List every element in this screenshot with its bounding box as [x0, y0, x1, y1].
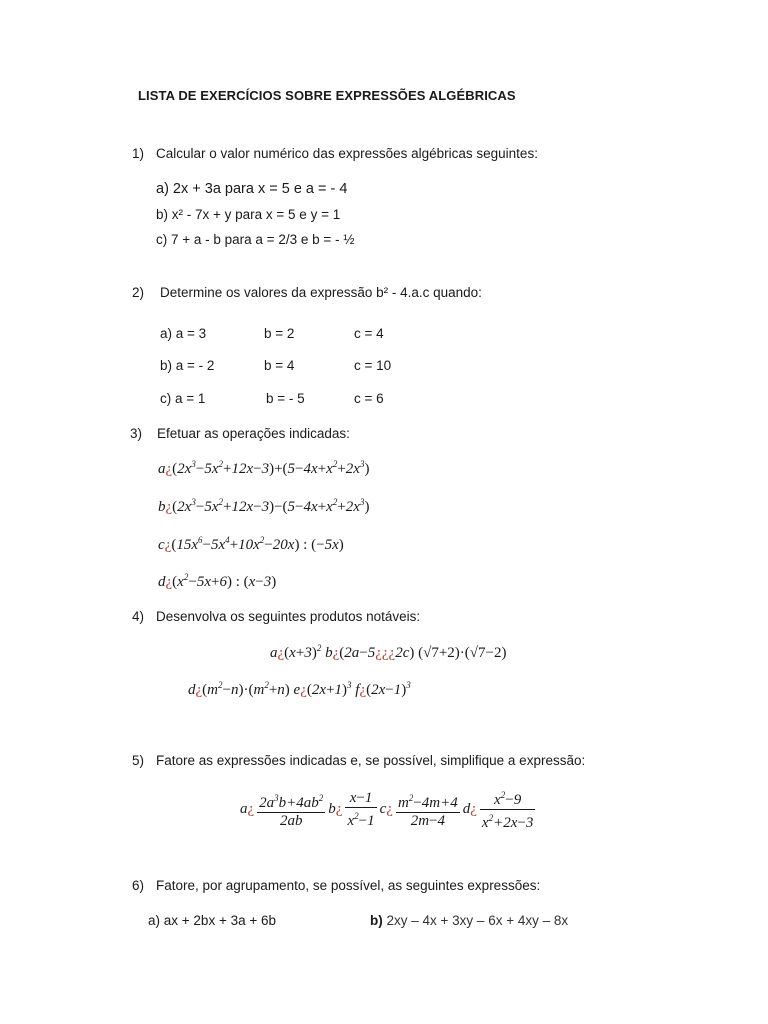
q2-row1-b: b = 2 [264, 326, 295, 341]
q2-row1-a: a) a = 3 [160, 326, 207, 341]
question-number: 4) [132, 609, 145, 624]
q3-expression-b: $b¿(2x^3-5x^2+12x-3)-(5-4x+x^2+2x^3)$ [158, 497, 370, 515]
question-4 [132, 609, 420, 624]
question-number: 6) [132, 878, 145, 893]
question-3 [130, 426, 350, 441]
question-5 [132, 753, 585, 768]
q2-row3-c: c = 6 [354, 391, 384, 406]
fraction-a: $\frac{2a^3b+4ab^2}{2ab}$ [257, 790, 325, 830]
q3-expression-c: $c¿(15x^6-5x^4+10x^2-20x)$ : (−5x) [158, 535, 344, 553]
question-text: Calcular o valor numérico das expressões algébricas seguintes: [156, 146, 538, 161]
question-number: 2) [132, 285, 145, 300]
page-title: LISTA DE EXERCÍCIOS SOBRE EXPRESSÕES ALGÉBRICAS [138, 88, 516, 103]
q1-item-b: b) x² - 7x + y para x = 5 e y = 1 [156, 207, 341, 222]
q2-row2-c: c = 10 [354, 358, 392, 373]
item-label: a) [148, 913, 161, 928]
question-number: 5) [132, 753, 145, 768]
question-number: 1) [132, 146, 145, 161]
q6-item-b [370, 913, 568, 928]
fraction-c: $\frac{m^2-4m+4}{2m-4}$ [396, 790, 460, 830]
question-2 [132, 285, 482, 300]
question-text: Fatore as expressões indicadas e, se possível, simplifique a expressão: [156, 753, 586, 768]
fraction-b: $\frac{x-1}{x^2-1}$ [347, 789, 375, 829]
q2-row2-a: b) a = - 2 [160, 358, 215, 373]
item-expression: ax + 2bx + 3a + 6b [163, 913, 276, 928]
question-text: Desenvolva os seguintes produtos notáveis: [156, 609, 421, 624]
question-6 [132, 878, 540, 893]
q2-row2-b: b = 4 [264, 358, 295, 373]
q2-row1-c: c = 4 [354, 326, 384, 341]
question-number: 3) [130, 426, 143, 441]
q3-expression-d: $d¿(x^2-5x+6)$ : (x−3) [158, 572, 277, 590]
question-1 [132, 146, 538, 161]
question-text: Efetuar as operações indicadas: [157, 426, 350, 441]
q6-item-a [148, 913, 276, 928]
q2-row3-a: c) a = 1 [160, 391, 206, 406]
item-expression: 2xy – 4x + 3xy – 6x + 4xy – 8x [386, 913, 569, 928]
question-text: Fatore, por agrupamento, se possível, as seguintes expressões: [156, 878, 541, 893]
q3-expression-a: $a¿(2x^3-5x^2+12x-3)+(5-4x+x^2+2x^3)$ [158, 459, 370, 477]
fraction-d: $\frac{x^2-9}{x^2+2x-3}$ [480, 787, 535, 832]
q5-fractions: a¿ $\frac{2a^3b+4ab^2}{2ab}$ b¿ $\frac{x-1}{x^2-1}$ c¿ $\frac{m^2-4m+4}{2m-4}$ d¿ $\frac{x^2-9}{x^2+2x-3}$ [240, 787, 538, 832]
q4-expressions-def: $d¿(m^2-n)\cdot(m^2+n)$ $e¿(2x+1)^3$ $f¿(2x-1)^3$ [188, 680, 411, 698]
item-label: b) [370, 913, 383, 928]
q4-expressions-abc: $a¿(x+3)^2$ b¿(2a−5¿¿¿2c) (√7+2)·(√7−2) [270, 643, 507, 661]
q1-item-a: a) 2x + 3a para x = 5 e a = - 4 [156, 181, 348, 197]
question-text: Determine os valores da expressão b² - 4.a.c quando: [160, 285, 482, 300]
q1-item-c: c) 7 + a - b para a = 2/3 e b = - ½ [156, 232, 355, 247]
q2-row3-b: b = - 5 [266, 391, 305, 406]
